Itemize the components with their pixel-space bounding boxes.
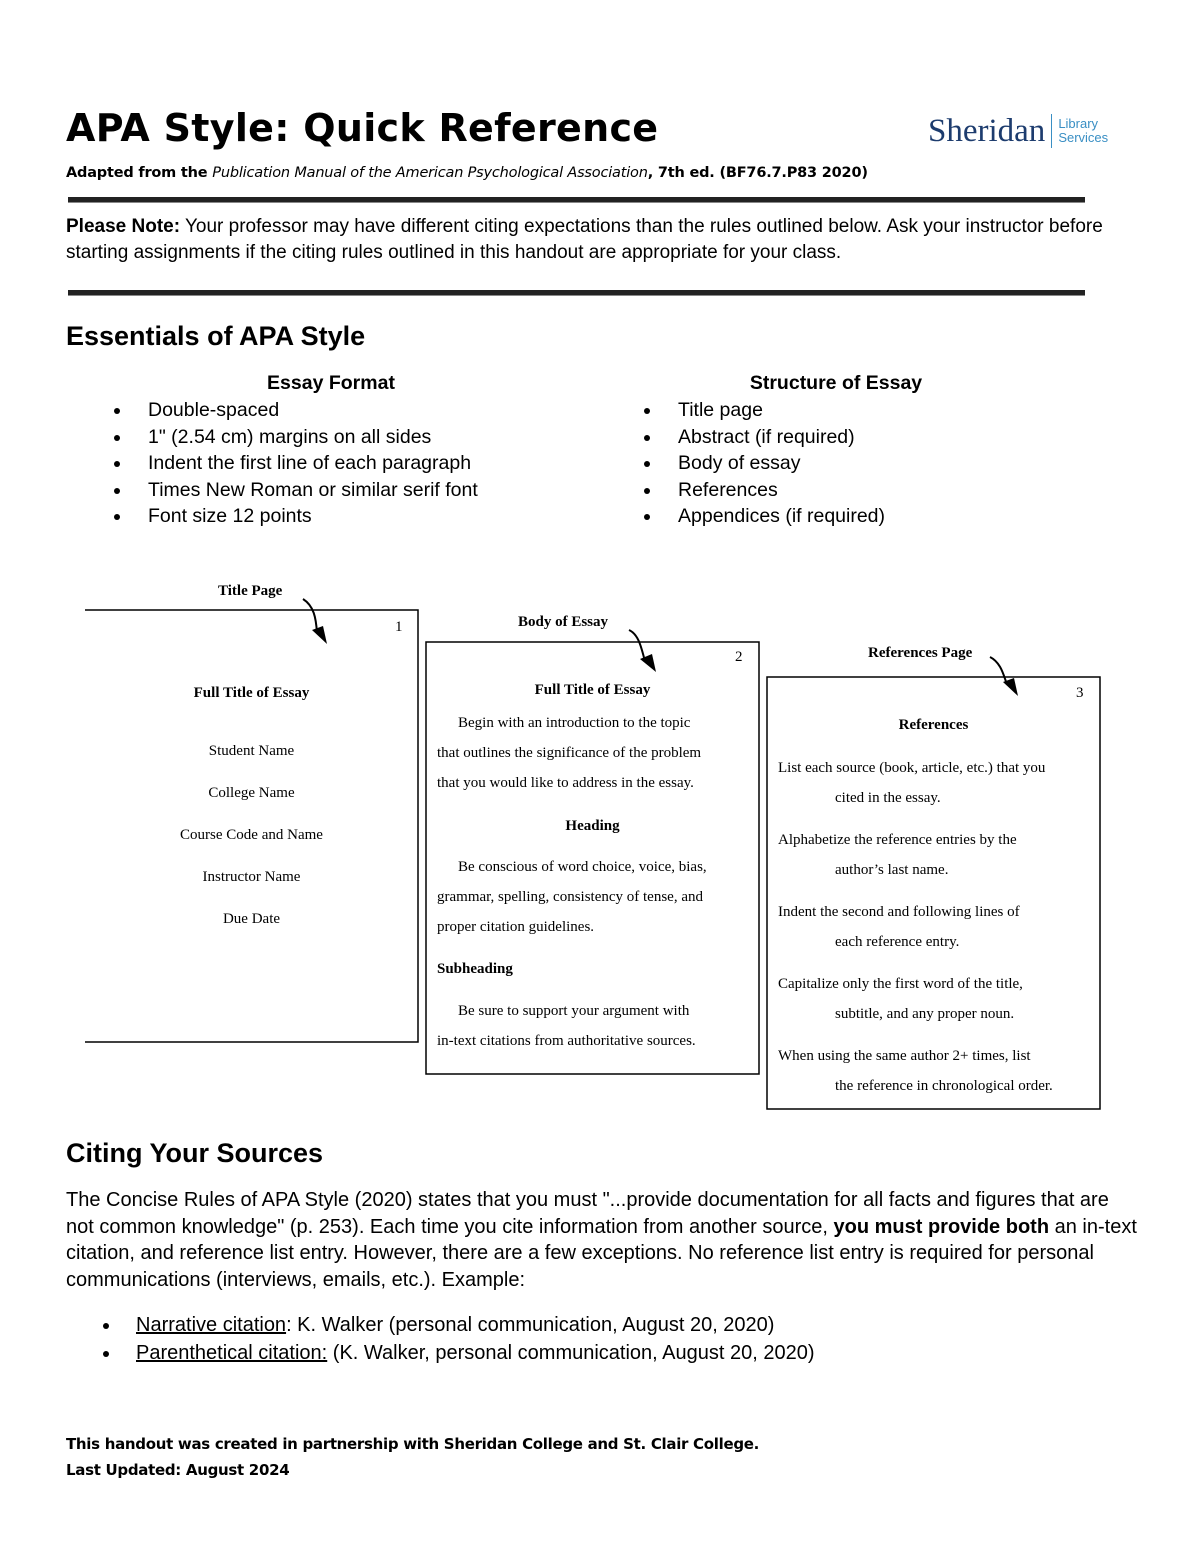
ref-entry-1-line2: cited in the essay. bbox=[835, 790, 941, 806]
essay-format-list bbox=[66, 397, 596, 530]
citing-text-a: The Concise Rules of APA Style (2020) states that you must "...provide documentation for all facts and figures that are not common knowledge" (p. 253). Each time you cite information from another source, bbox=[66, 1189, 1109, 1238]
essay-format-title: Essay Format bbox=[267, 372, 395, 394]
sheridan-logo bbox=[928, 111, 1108, 151]
body-page-label: Body of Essay bbox=[518, 614, 609, 630]
subtitle-lead: Adapted from the bbox=[66, 165, 213, 181]
essay-format-column bbox=[66, 372, 596, 530]
ref-entry-5-line1: When using the same author 2+ times, list bbox=[778, 1048, 1031, 1064]
title-page-student: Student Name bbox=[208, 743, 295, 759]
title-page-date: Due Date bbox=[222, 911, 281, 927]
list-item: Appendices (if required) bbox=[596, 503, 1076, 530]
body-page-title: Full Title of Essay bbox=[534, 682, 651, 698]
list-item: Indent the first line of each paragraph bbox=[66, 450, 596, 477]
logo-sub-library: Library bbox=[1058, 116, 1099, 131]
ref-entry-2-line1: Alphabetize the reference entries by the bbox=[778, 832, 1017, 848]
example-text: K. Walker (personal communication, August 20, 2020) bbox=[291, 1314, 775, 1336]
body-p2-line3: proper citation guidelines. bbox=[437, 919, 595, 935]
logo-divider bbox=[1051, 114, 1052, 148]
citing-paragraph bbox=[66, 1187, 1141, 1293]
logo-wordmark: Sheridan bbox=[928, 112, 1046, 149]
list-item: Title page bbox=[596, 397, 1076, 424]
body-p3-line2: in-text citations from authoritative sources. bbox=[437, 1033, 696, 1049]
subtitle-book-title: Publication Manual of the American Psychological Association bbox=[212, 165, 648, 181]
note-text: Your professor may have different citing expectations than the rules outlined below. Ask your instructor before starting assignments if the citing rules outlined in this handout are appropriate for your class. bbox=[66, 216, 1103, 263]
body-page-number: 2 bbox=[735, 649, 743, 665]
logo-sub-services: Services bbox=[1058, 130, 1109, 145]
citing-heading: Citing Your Sources bbox=[66, 1138, 324, 1168]
example-label: Parenthetical citation: bbox=[136, 1342, 328, 1364]
body-heading: Heading bbox=[565, 818, 620, 834]
list-item bbox=[66, 1339, 1066, 1367]
example-label: Narrative citation bbox=[136, 1314, 287, 1336]
structure-list bbox=[596, 397, 1076, 530]
ref-entry-5-line2: the reference in chronological order. bbox=[835, 1078, 1053, 1094]
title-page-college: College Name bbox=[208, 785, 295, 801]
title-page-course: Course Code and Name bbox=[180, 827, 323, 843]
body-p1-line2: that outlines the significance of the problem bbox=[437, 745, 702, 761]
top-rule bbox=[68, 197, 1085, 203]
references-title: References bbox=[898, 717, 969, 733]
title-page-number: 1 bbox=[395, 619, 403, 635]
ref-entry-1-line1: List each source (book, article, etc.) that you bbox=[778, 760, 1046, 776]
ref-entry-3-line1: Indent the second and following lines of bbox=[778, 904, 1020, 920]
subtitle-tail: , 7th ed. (BF76.7.P83 2020) bbox=[647, 165, 868, 181]
citing-emphasis: you must provide both bbox=[833, 1215, 1050, 1238]
citation-examples bbox=[66, 1311, 1066, 1367]
ref-entry-3-line2: each reference entry. bbox=[835, 934, 960, 950]
list-item: References bbox=[596, 477, 1076, 504]
body-p1-line1: Begin with an introduction to the topic bbox=[458, 715, 691, 731]
list-item bbox=[66, 1311, 1066, 1339]
list-item: Double-spaced bbox=[66, 397, 596, 424]
body-p2-line1: Be conscious of word choice, voice, bias, bbox=[458, 859, 707, 875]
references-page-mockup bbox=[767, 677, 1100, 1109]
references-page-number: 3 bbox=[1076, 685, 1084, 701]
structure-title: Structure of Essay bbox=[749, 372, 923, 394]
list-item: Abstract (if required) bbox=[596, 424, 1076, 451]
example-separator: : bbox=[286, 1314, 292, 1336]
ref-entry-4-line2: subtitle, and any proper noun. bbox=[835, 1006, 1015, 1022]
title-page-essay-title: Full Title of Essay bbox=[193, 685, 310, 701]
body-p1-line3: that you would like to address in the essay. bbox=[437, 775, 694, 791]
structure-column bbox=[596, 372, 1076, 530]
logo-subtext bbox=[1058, 117, 1108, 145]
subtitle bbox=[66, 165, 868, 181]
please-note bbox=[66, 214, 1126, 266]
ref-entry-2-line2: author’s last name. bbox=[835, 862, 949, 878]
citing-text-b: an in-text citation, and reference list entry. However, there are a few exceptions. No reference list entry is required for personal communications (interviews, emails, etc.). Example: bbox=[66, 1215, 1137, 1291]
list-item: Body of essay bbox=[596, 450, 1076, 477]
list-item: Times New Roman or similar serif font bbox=[66, 477, 596, 504]
essentials-heading: Essentials of APA Style bbox=[66, 321, 366, 351]
example-text: (K. Walker, personal communication, August 20, 2020) bbox=[327, 1342, 815, 1364]
list-item: Font size 12 points bbox=[66, 503, 596, 530]
title-page-label: Title Page bbox=[218, 583, 283, 599]
page-title: APA Style: Quick Reference bbox=[66, 106, 659, 150]
bottom-rule bbox=[68, 290, 1085, 296]
body-p2-line2: grammar, spelling, consistency of tense, and bbox=[437, 889, 703, 905]
references-page-label: References Page bbox=[868, 645, 973, 661]
footer-updated: Last Updated: August 2024 bbox=[66, 1461, 290, 1479]
title-page-mockup bbox=[85, 610, 418, 1042]
body-p3-line1: Be sure to support your argument with bbox=[458, 1003, 690, 1019]
ref-entry-4-line1: Capitalize only the first word of the title, bbox=[778, 976, 1023, 992]
note-label: Please Note: bbox=[66, 216, 181, 237]
footer-partnership: This handout was created in partnership with Sheridan College and St. Clair College. bbox=[66, 1435, 760, 1453]
body-page-mockup bbox=[426, 642, 759, 1074]
body-subheading: Subheading bbox=[437, 961, 513, 977]
list-item: 1" (2.54 cm) margins on all sides bbox=[66, 424, 596, 451]
title-page-instructor: Instructor Name bbox=[202, 869, 301, 885]
